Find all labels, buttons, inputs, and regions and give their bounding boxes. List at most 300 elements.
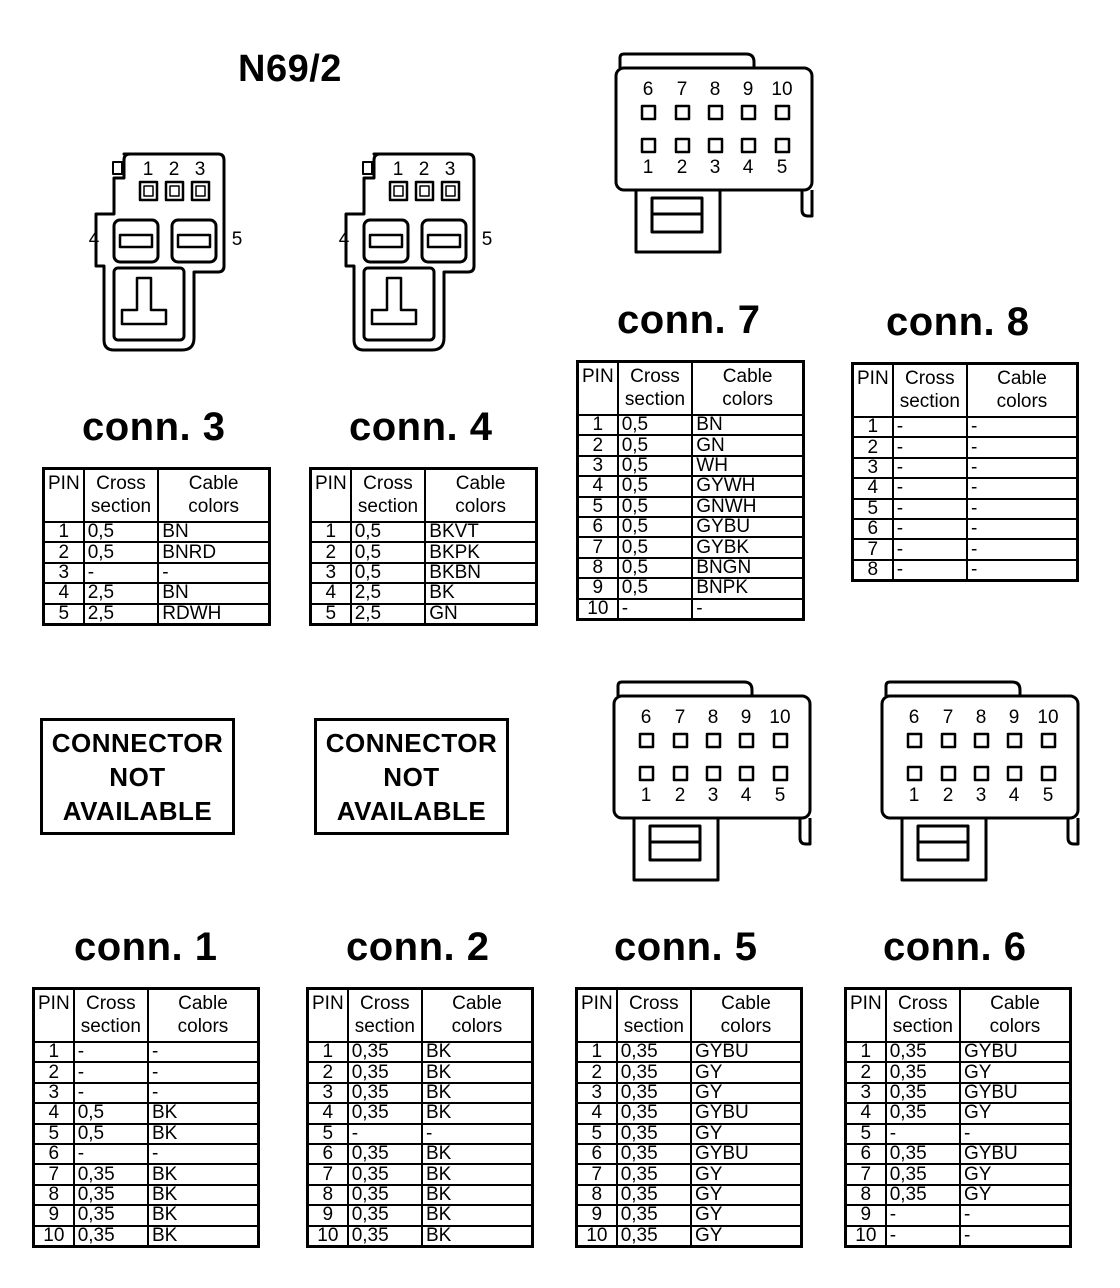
pin-socket — [390, 182, 407, 200]
pin-cell: 8 — [308, 1185, 348, 1205]
pin-cell: 9 — [34, 1205, 74, 1225]
cable-color-cell: BK — [422, 1164, 533, 1184]
pin-cell: 6 — [853, 519, 893, 539]
pin-socket — [416, 182, 433, 200]
cross-section-cell: 2,5 — [84, 583, 159, 603]
table-row — [34, 1042, 259, 1062]
pin-cell: 6 — [34, 1144, 74, 1164]
cross-section-cell: 2,5 — [351, 604, 426, 625]
cable-color-cell: - — [967, 499, 1078, 519]
pin-number-label: 10 — [1037, 707, 1059, 728]
table-row — [846, 1083, 1071, 1103]
pin-cell: 1 — [34, 1042, 74, 1062]
table-row — [578, 558, 804, 578]
pin-cell: 10 — [308, 1226, 348, 1247]
cross-section-cell: 0,5 — [618, 435, 693, 455]
pin-socket — [742, 106, 755, 119]
cross-section-cell: 0,5 — [351, 522, 426, 542]
pin-number-label: 9 — [740, 707, 752, 728]
pin-cell: 1 — [578, 415, 618, 435]
table-row — [853, 417, 1078, 437]
pin-socket — [1042, 767, 1055, 780]
table-row — [846, 1164, 1071, 1184]
side-latch — [1068, 818, 1078, 844]
cable-color-cell: - — [960, 1226, 1071, 1247]
connector-drawing-conn7 — [614, 50, 824, 260]
pin-cell: 7 — [846, 1164, 886, 1184]
pin-number-label: 1 — [392, 159, 404, 180]
table-row — [44, 563, 270, 583]
cross-section-cell: 0,35 — [617, 1144, 691, 1164]
side-latch — [800, 818, 810, 844]
pin-number-label: 7 — [942, 707, 954, 728]
cable-color-cell: - — [422, 1124, 533, 1144]
pin-table-conn1 — [32, 987, 260, 1248]
pin-socket — [975, 734, 988, 747]
pin-socket — [442, 182, 459, 200]
pin-cell: 1 — [311, 522, 351, 542]
cross-section-cell: 0,35 — [617, 1185, 691, 1205]
pin-cell: 3 — [44, 563, 84, 583]
cross-section-cell: - — [893, 437, 967, 457]
table-row — [577, 1144, 802, 1164]
pin-cell: 8 — [853, 560, 893, 581]
table-row — [578, 456, 804, 476]
pin-cell: 7 — [34, 1164, 74, 1184]
pin-cell: 7 — [577, 1164, 617, 1184]
cable-color-cell: BNRD — [158, 542, 269, 562]
connector-drawing-conn3 — [86, 150, 246, 360]
cable-color-cell: GYBU — [960, 1083, 1071, 1103]
table-row — [308, 1226, 533, 1247]
cross-section-cell: 0,5 — [618, 497, 693, 517]
pin-cell: 4 — [578, 476, 618, 496]
col-header-cable-colors: Cable colors — [425, 469, 536, 523]
pin-cell: 7 — [853, 539, 893, 559]
cable-color-cell: BN — [158, 522, 269, 542]
cross-section-cell: - — [74, 1062, 148, 1082]
pin-number-label: 9 — [1008, 707, 1020, 728]
pin-number-label: 6 — [908, 707, 920, 728]
pin-cell: 2 — [846, 1062, 886, 1082]
cable-color-cell: BK — [148, 1226, 259, 1247]
pin-table-conn8 — [851, 362, 1079, 582]
table-row — [577, 1226, 802, 1247]
pin-number-label: 1 — [642, 157, 654, 178]
col-header-cable-colors: Cable colors — [691, 989, 802, 1043]
cross-section-cell: - — [893, 539, 967, 559]
col-header-cross-section: Cross section — [893, 364, 967, 418]
cable-color-cell: - — [967, 539, 1078, 559]
pin-cell: 10 — [34, 1226, 74, 1247]
cable-color-cell: - — [148, 1062, 259, 1082]
cross-section-cell: - — [618, 599, 693, 620]
pin-number-label: 10 — [771, 79, 793, 100]
connector-title-conn2: conn. 2 — [346, 925, 490, 969]
connector-title-conn7: conn. 7 — [617, 298, 761, 342]
table-row — [311, 604, 537, 625]
pin-cell: 4 — [34, 1103, 74, 1123]
pin-number-label: 7 — [676, 79, 688, 100]
table-row — [311, 522, 537, 542]
table-row — [34, 1144, 259, 1164]
col-header-cable-colors: Cable colors — [967, 364, 1078, 418]
cable-color-cell: - — [967, 478, 1078, 498]
cable-color-cell: BK — [422, 1205, 533, 1225]
table-row — [846, 1042, 1071, 1062]
pin-number-label: 9 — [742, 79, 754, 100]
pin-socket — [776, 106, 789, 119]
pin-cell: 6 — [578, 517, 618, 537]
pin-socket — [674, 734, 687, 747]
cross-section-cell: 0,5 — [74, 1103, 148, 1123]
pin-cell: 2 — [578, 435, 618, 455]
cross-section-cell: 0,35 — [886, 1103, 960, 1123]
cross-section-cell: 0,5 — [618, 415, 693, 435]
cable-color-cell: - — [692, 599, 803, 620]
cross-section-cell: 0,35 — [886, 1083, 960, 1103]
pin-socket — [166, 182, 183, 200]
pin-cell: 4 — [577, 1103, 617, 1123]
pin-cell: 5 — [308, 1124, 348, 1144]
pin-cell: 3 — [577, 1083, 617, 1103]
table-row — [44, 583, 270, 603]
cable-color-cell: - — [967, 458, 1078, 478]
pin-socket — [709, 106, 722, 119]
cable-color-cell: BK — [422, 1144, 533, 1164]
col-header-cross-section: Cross section — [84, 469, 159, 523]
col-header-cross-section: Cross section — [348, 989, 422, 1043]
power-pin-contact — [120, 235, 152, 247]
cross-section-cell: 0,35 — [886, 1185, 960, 1205]
pin-socket — [642, 106, 655, 119]
connector-title-conn6: conn. 6 — [883, 925, 1027, 969]
cable-color-cell: GYBU — [960, 1042, 1071, 1062]
table-row — [577, 1042, 802, 1062]
pin-cell: 6 — [846, 1144, 886, 1164]
pin-cell: 5 — [578, 497, 618, 517]
col-header-pin: PIN — [578, 362, 618, 416]
table-row — [308, 1164, 533, 1184]
cross-section-cell: 0,5 — [618, 558, 693, 578]
cable-color-cell: BK — [422, 1042, 533, 1062]
pin-cell: 3 — [853, 458, 893, 478]
table-row — [853, 560, 1078, 581]
cross-section-cell: 0,35 — [348, 1062, 422, 1082]
pin-cell: 9 — [308, 1205, 348, 1225]
cable-color-cell: BK — [148, 1124, 259, 1144]
cross-section-cell: 0,5 — [74, 1124, 148, 1144]
cross-section-cell: 0,35 — [348, 1103, 422, 1123]
cross-section-cell: 2,5 — [84, 604, 159, 625]
pin-socket — [1008, 734, 1021, 747]
cross-section-cell: 0,35 — [617, 1083, 691, 1103]
col-header-cross-section: Cross section — [351, 469, 426, 523]
cross-section-cell: - — [893, 519, 967, 539]
pin-number-label: 7 — [674, 707, 686, 728]
pin-socket — [642, 139, 655, 152]
table-row — [308, 1062, 533, 1082]
housing-back-edge — [618, 682, 752, 696]
table-row — [578, 415, 804, 435]
cross-section-cell: 0,35 — [348, 1164, 422, 1184]
cable-color-cell: BK — [422, 1226, 533, 1247]
connector-not-available-box: CONNECTOR NOT AVAILABLE — [314, 718, 509, 835]
table-row — [308, 1124, 533, 1144]
table-row — [846, 1103, 1071, 1123]
cable-color-cell: BK — [148, 1185, 259, 1205]
pin-number-label: 1 — [640, 785, 652, 806]
pin-number-label: 5 — [776, 157, 788, 178]
col-header-pin: PIN — [577, 989, 617, 1043]
pin-number-label: 8 — [709, 79, 721, 100]
latch-tab — [113, 162, 122, 174]
cross-section-cell: 0,5 — [618, 537, 693, 557]
pin-cell: 2 — [34, 1062, 74, 1082]
table-row — [308, 1083, 533, 1103]
table-row — [34, 1226, 259, 1247]
pin-cell: 4 — [308, 1103, 348, 1123]
table-row — [853, 458, 1078, 478]
col-header-cable-colors: Cable colors — [158, 469, 269, 523]
cable-color-cell: - — [967, 417, 1078, 437]
pin-cell: 6 — [577, 1144, 617, 1164]
cross-section-cell: 0,35 — [74, 1164, 148, 1184]
cable-color-cell: GYBU — [691, 1144, 802, 1164]
table-row — [853, 478, 1078, 498]
cross-section-cell: 0,35 — [74, 1226, 148, 1247]
table-row — [846, 1144, 1071, 1164]
pin-cell: 4 — [846, 1103, 886, 1123]
pin-cell: 4 — [853, 478, 893, 498]
cross-section-cell: 0,35 — [617, 1124, 691, 1144]
cable-color-cell: GYBU — [692, 517, 803, 537]
cross-section-cell: 2,5 — [351, 583, 426, 603]
cross-section-cell: - — [886, 1226, 960, 1247]
power-pin-contact — [178, 235, 210, 247]
pin-socket — [707, 734, 720, 747]
table-row — [846, 1226, 1071, 1247]
table-row — [308, 1205, 533, 1225]
pin-cell: 2 — [44, 542, 84, 562]
table-row — [311, 583, 537, 603]
cross-section-cell: 0,5 — [84, 542, 159, 562]
cable-color-cell: - — [148, 1042, 259, 1062]
cross-section-cell: 0,35 — [617, 1062, 691, 1082]
cable-color-cell: BKPK — [425, 542, 536, 562]
pin-socket — [774, 734, 787, 747]
pin-cell: 3 — [311, 563, 351, 583]
table-row — [34, 1103, 259, 1123]
cable-color-cell: BN — [158, 583, 269, 603]
housing-back-edge — [620, 54, 754, 68]
pin-contact — [170, 186, 179, 196]
cable-color-cell: BK — [422, 1062, 533, 1082]
cross-section-cell: 0,5 — [84, 522, 159, 542]
pin-cell: 7 — [308, 1164, 348, 1184]
cable-color-cell: RDWH — [158, 604, 269, 625]
power-pin-contact — [428, 235, 460, 247]
pin-cell: 10 — [577, 1226, 617, 1247]
cross-section-cell: - — [74, 1144, 148, 1164]
pin-cell: 8 — [34, 1185, 74, 1205]
latch-tab — [363, 162, 372, 174]
cross-section-cell: 0,5 — [618, 476, 693, 496]
col-header-cross-section: Cross section — [74, 989, 148, 1043]
pin-cell: 5 — [577, 1124, 617, 1144]
table-row — [34, 1164, 259, 1184]
table-row — [578, 599, 804, 620]
key-shape — [372, 278, 416, 324]
table-row — [578, 497, 804, 517]
pin-cell: 1 — [853, 417, 893, 437]
table-row — [846, 1062, 1071, 1082]
col-header-pin: PIN — [44, 469, 84, 523]
table-row — [308, 1185, 533, 1205]
cable-color-cell: GY — [960, 1164, 1071, 1184]
pin-socket — [707, 767, 720, 780]
cross-section-cell: 0,35 — [617, 1103, 691, 1123]
table-row — [577, 1083, 802, 1103]
connector-title-conn1: conn. 1 — [74, 925, 218, 969]
col-header-cross-section: Cross section — [617, 989, 691, 1043]
cross-section-cell: - — [74, 1042, 148, 1062]
cross-section-cell: - — [886, 1124, 960, 1144]
table-row — [34, 1062, 259, 1082]
cable-color-cell: BN — [692, 415, 803, 435]
table-row — [308, 1042, 533, 1062]
table-row — [577, 1205, 802, 1225]
pin-cell: 2 — [577, 1062, 617, 1082]
cross-section-cell: 0,5 — [351, 563, 426, 583]
cable-color-cell: WH — [692, 456, 803, 476]
cable-color-cell: BKBN — [425, 563, 536, 583]
pin-table-conn4 — [309, 467, 538, 626]
housing-back-edge — [886, 682, 1020, 696]
table-row — [846, 1185, 1071, 1205]
pin-contact — [394, 186, 403, 196]
cable-color-cell: GY — [691, 1164, 802, 1184]
pin-contact — [420, 186, 429, 196]
pin-socket — [640, 767, 653, 780]
connector-drawing-conn5 — [612, 678, 822, 888]
pin-socket — [676, 106, 689, 119]
cable-color-cell: GY — [691, 1226, 802, 1247]
table-row — [44, 522, 270, 542]
pin-cell: 5 — [34, 1124, 74, 1144]
table-row — [34, 1205, 259, 1225]
cable-color-cell: - — [158, 563, 269, 583]
cross-section-cell: 0,5 — [351, 542, 426, 562]
cross-section-cell: 0,35 — [886, 1144, 960, 1164]
pin-contact — [446, 186, 455, 196]
table-row — [34, 1124, 259, 1144]
pin-cell: 5 — [846, 1124, 886, 1144]
pin-cell: 2 — [853, 437, 893, 457]
pin-cell: 8 — [577, 1185, 617, 1205]
pin-number-label: 3 — [194, 159, 206, 180]
pin-socket — [908, 767, 921, 780]
pin-socket — [640, 734, 653, 747]
pin-socket — [774, 767, 787, 780]
pin-number-label: 3 — [975, 785, 987, 806]
cross-section-cell: 0,35 — [348, 1083, 422, 1103]
table-row — [311, 542, 537, 562]
connector-title-conn3: conn. 3 — [82, 405, 226, 449]
connector-not-available-box: CONNECTOR NOT AVAILABLE — [40, 718, 235, 835]
pin-contact — [144, 186, 153, 196]
cross-section-cell: 0,5 — [618, 517, 693, 537]
pin-cell: 9 — [846, 1205, 886, 1225]
pin-number-label: 3 — [707, 785, 719, 806]
table-row — [308, 1144, 533, 1164]
table-row — [577, 1124, 802, 1144]
cable-color-cell: BK — [148, 1205, 259, 1225]
cable-color-cell: BNPK — [692, 578, 803, 598]
cross-section-cell: - — [893, 458, 967, 478]
cross-section-cell: 0,35 — [617, 1226, 691, 1247]
pin-cell: 3 — [846, 1083, 886, 1103]
table-row — [578, 537, 804, 557]
cable-color-cell: GY — [691, 1124, 802, 1144]
cable-color-cell: - — [967, 437, 1078, 457]
cable-color-cell: GY — [960, 1103, 1071, 1123]
connector-drawing-conn6 — [880, 678, 1090, 888]
pin-socket — [975, 767, 988, 780]
table-row — [853, 539, 1078, 559]
pin-socket — [776, 139, 789, 152]
table-row — [34, 1185, 259, 1205]
pin-socket — [942, 734, 955, 747]
cross-section-cell: 0,35 — [74, 1185, 148, 1205]
cable-color-cell: GY — [691, 1062, 802, 1082]
cross-section-cell: - — [893, 417, 967, 437]
cable-color-cell: GYBU — [691, 1042, 802, 1062]
table-row — [577, 1103, 802, 1123]
pin-socket — [676, 139, 689, 152]
col-header-pin: PIN — [846, 989, 886, 1043]
table-row — [308, 1103, 533, 1123]
pin-number-label: 4 — [1008, 785, 1020, 806]
table-row — [578, 435, 804, 455]
table-row — [577, 1062, 802, 1082]
cable-color-cell: GYWH — [692, 476, 803, 496]
col-header-pin: PIN — [308, 989, 348, 1043]
cross-section-cell: 0,35 — [617, 1042, 691, 1062]
cable-color-cell: - — [967, 560, 1078, 581]
cross-section-cell: 0,35 — [617, 1205, 691, 1225]
cable-color-cell: - — [148, 1144, 259, 1164]
pin-number-label: 2 — [418, 159, 430, 180]
cable-color-cell: GY — [691, 1205, 802, 1225]
cross-section-cell: 0,5 — [618, 456, 693, 476]
pin-number-label: 5 — [231, 229, 243, 250]
page-title: N69/2 — [238, 48, 342, 90]
cable-color-cell: - — [967, 519, 1078, 539]
pin-number-label: 4 — [88, 229, 100, 250]
pin-cell: 1 — [846, 1042, 886, 1062]
cross-section-cell: 0,35 — [886, 1164, 960, 1184]
pin-number-label: 2 — [168, 159, 180, 180]
pin-number-label: 6 — [642, 79, 654, 100]
pin-socket — [1042, 734, 1055, 747]
cross-section-cell: 0,35 — [348, 1144, 422, 1164]
cross-section-cell: - — [84, 563, 159, 583]
col-header-cable-colors: Cable colors — [148, 989, 259, 1043]
pin-number-label: 8 — [707, 707, 719, 728]
cross-section-cell: 0,35 — [886, 1062, 960, 1082]
pin-cell: 1 — [577, 1042, 617, 1062]
